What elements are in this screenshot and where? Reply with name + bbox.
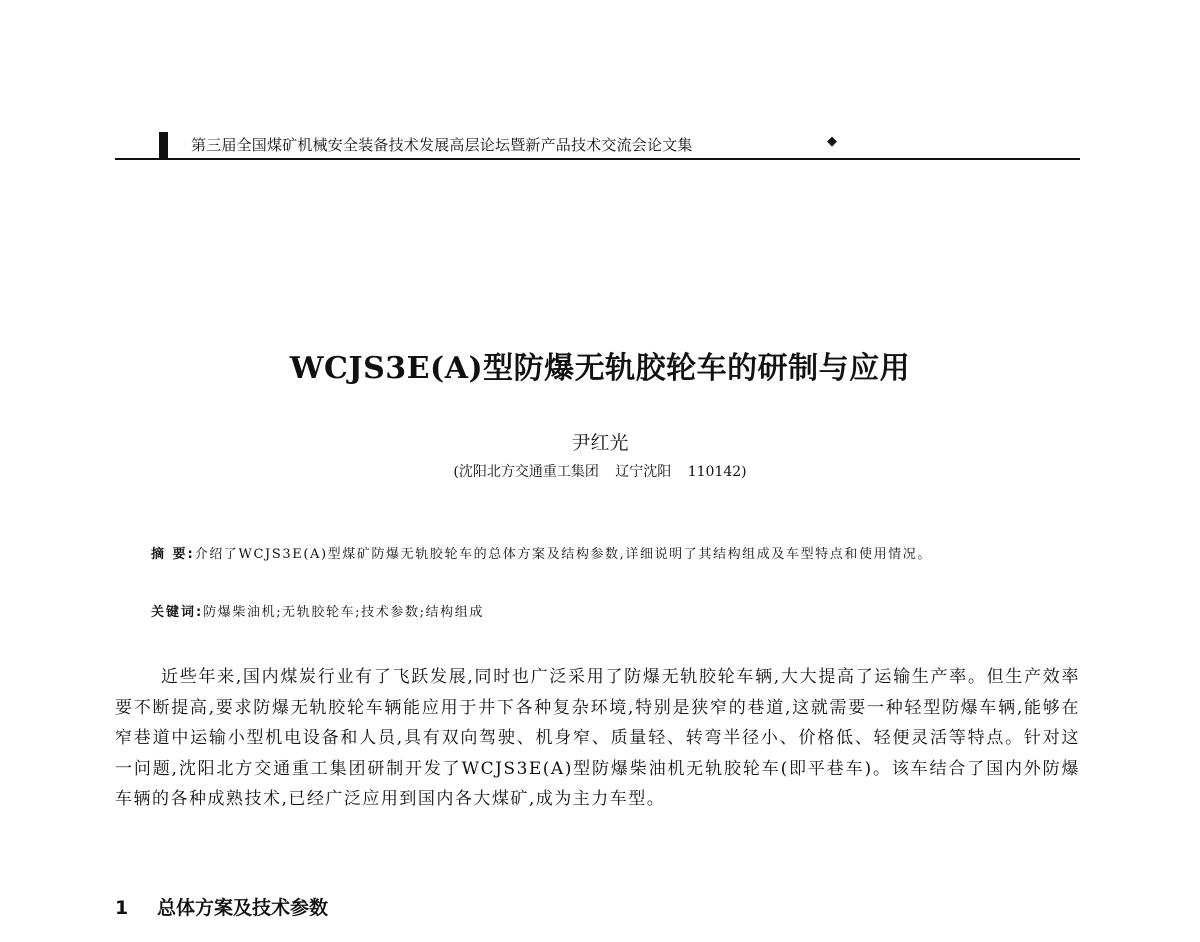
section-number: 1 bbox=[115, 897, 129, 919]
running-header bbox=[115, 130, 1080, 160]
section-title: 总体方案及技术参数 bbox=[157, 897, 329, 919]
keywords-label: 关键词: bbox=[151, 605, 204, 620]
diamond-icon: ◆ bbox=[827, 134, 837, 149]
running-title: 第三届全国煤矿机械安全装备技术发展高层论坛暨新产品技术交流会论文集 bbox=[191, 136, 693, 154]
author: 尹红光 bbox=[571, 432, 629, 454]
affiliation: (沈阳北方交通重工集团 辽宁沈阳 110142) bbox=[453, 464, 747, 480]
paper-title: WCJS3E(A)型防爆无轨胶轮车的研制与应用 bbox=[289, 351, 911, 386]
abstract-label: 摘 要: bbox=[151, 547, 195, 562]
abstract-text: 介绍了WCJS3E(A)型煤矿防爆无轨胶轮车的总体方案及结构参数,详细说明了其结构组成及车型特点和使用情况。 bbox=[194, 547, 932, 562]
keywords bbox=[151, 601, 484, 620]
keywords-text: 防爆柴油机;无轨胶轮车;技术参数;结构组成 bbox=[203, 605, 484, 620]
header-rule bbox=[115, 158, 1080, 160]
section-heading bbox=[115, 893, 328, 920]
abstract bbox=[115, 540, 1080, 570]
body-paragraph: 近些年来,国内煤炭行业有了飞跃发展,同时也广泛采用了防爆无轨胶轮车辆,大大提高了运输生产率。但生产效率要不断提高,要求防爆无轨胶轮车辆能应用于井下各种复杂环境,特别是狭窄的巷道,这就需要一种轻型防爆车辆,能够在窄巷道中运输小型机电设备和人员,具有双向驾驶、机身窄、质量轻、转弯半径小、价格低、轻便灵活等特点。针对这一问题,沈阳北方交通重工集团研制开发了WCJS3E(A)型防爆柴油机无轨胶轮车(即平巷车)。该车结合了国内外防爆车辆的各种成熟技术,已经广泛应用到国内各大煤矿,成为主力车型。 bbox=[115, 667, 1080, 809]
header-bar bbox=[159, 132, 168, 160]
